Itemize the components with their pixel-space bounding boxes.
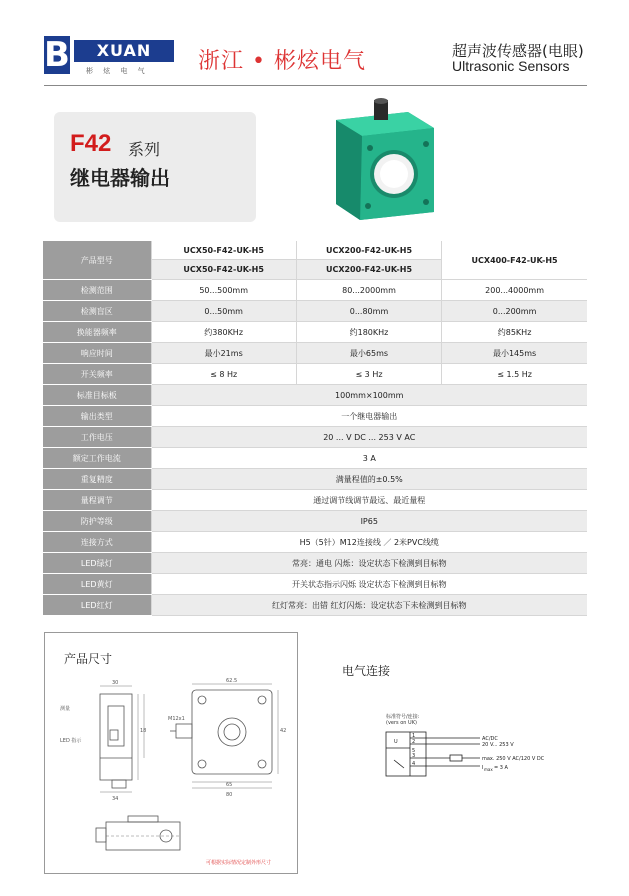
logo-letter: B xyxy=(44,35,70,75)
spec-value: 最小21ms xyxy=(151,343,296,364)
spec-value: ≤ 8 Hz xyxy=(151,364,296,385)
drawing-note: 可根据实际情况定制外形尺寸 xyxy=(206,860,272,866)
spec-label: LED绿灯 xyxy=(43,553,151,574)
dim-label: 30 xyxy=(112,680,119,686)
spec-table xyxy=(43,241,587,616)
u-symbol: U xyxy=(394,739,398,745)
spec-value: 红灯常亮：出错 红灯闪烁：设定状态下未检测到目标物 xyxy=(151,595,587,616)
spec-value: 50...500mm xyxy=(151,280,296,301)
brand-name: 浙江 • 彬炫电气 xyxy=(198,49,366,74)
spec-label: 响应时间 xyxy=(43,343,151,364)
wire-label: I xyxy=(482,765,484,771)
wire-label: AC/DC xyxy=(482,736,498,742)
spec-value: 约380KHz xyxy=(151,322,296,343)
pin-label: 4 xyxy=(412,761,416,767)
electrical-title: 电气连接 xyxy=(342,664,391,678)
spec-label: 输出类型 xyxy=(43,406,151,427)
label-measure: 测量 xyxy=(60,706,71,712)
dimension-drawing xyxy=(56,672,292,858)
model-cell: UCX50-F42-UK-H5 xyxy=(151,260,296,280)
dim-label: 42 xyxy=(280,728,287,734)
dim-label: 65 xyxy=(226,782,233,788)
spec-value: 3 A xyxy=(151,448,587,469)
spec-label: 检测范围 xyxy=(43,280,151,301)
spec-label: 工作电压 xyxy=(43,427,151,448)
spec-value: 一个继电器输出 xyxy=(151,406,587,427)
page-title-en: Ultrasonic Sensors xyxy=(452,58,570,74)
symbol-label: 标准符号/连接: xyxy=(386,714,420,720)
pin-label: 1 xyxy=(412,733,416,739)
spec-value: 0...50mm xyxy=(151,301,296,322)
spec-value: 20 ... V DC ... 253 V AC xyxy=(151,427,587,448)
model-cell: UCX200-F42-UK-H5 xyxy=(296,260,441,280)
spec-value: 100mm×100mm xyxy=(151,385,587,406)
wire-label: 20 V... 253 V xyxy=(482,742,514,748)
spec-value: 常亮：通电 闪烁：设定状态下检测到目标物 xyxy=(151,553,587,574)
spec-value: 通过调节线调节最远、最近量程 xyxy=(151,490,587,511)
spec-value: 0...200mm xyxy=(442,301,587,322)
pin-label: 5 xyxy=(412,748,416,754)
spec-label: 标准目标板 xyxy=(43,385,151,406)
wire-label: max xyxy=(484,767,493,772)
model-cell: UCX400-F42-UK-H5 xyxy=(442,241,587,280)
spec-label: 量程调节 xyxy=(43,490,151,511)
logo-word: XUAN xyxy=(74,40,174,62)
pin-label: 2 xyxy=(412,739,416,745)
dim-label: 18 xyxy=(140,728,147,734)
spec-label: 检测盲区 xyxy=(43,301,151,322)
spec-label-model: 产品型号 xyxy=(43,241,151,280)
header-divider xyxy=(44,85,587,86)
page-title-cn: 超声波传感器(电眼) xyxy=(452,42,584,60)
spec-value: ≤ 3 Hz xyxy=(296,364,441,385)
logo-subtitle: 彬 炫 电 气 xyxy=(86,67,149,75)
wire-label: = 3 A xyxy=(494,765,508,771)
spec-label: 重复精度 xyxy=(43,469,151,490)
spec-value: ≤ 1.5 Hz xyxy=(442,364,587,385)
wire-label: max. 250 V AC/120 V DC xyxy=(482,756,545,762)
spec-value: 200...4000mm xyxy=(442,280,587,301)
spec-label: 连接方式 xyxy=(43,532,151,553)
spec-label: 开关频率 xyxy=(43,364,151,385)
model-cell: UCX200-F42-UK-H5 xyxy=(296,241,441,260)
symbol-sublabel: (vers on UK) xyxy=(386,720,417,726)
spec-label: 换能器频率 xyxy=(43,322,151,343)
spec-label: LED黄灯 xyxy=(43,574,151,595)
wiring-diagram xyxy=(380,712,580,782)
spec-value: 满量程值的±0.5% xyxy=(151,469,587,490)
spec-value: IP65 xyxy=(151,511,587,532)
dim-label: 34 xyxy=(112,796,119,802)
sensor-product-image xyxy=(330,94,440,222)
label-led: LED 指示 xyxy=(60,738,82,744)
spec-value: 最小145ms xyxy=(442,343,587,364)
spec-value: 约180KHz xyxy=(296,322,441,343)
spec-value: 开关状态指示闪烁 设定状态下检测到目标物 xyxy=(151,574,587,595)
spec-label: LED红灯 xyxy=(43,595,151,616)
spec-value: H5（5针）M12连接线 ／ 2米PVC线缆 xyxy=(151,532,587,553)
dim-label: 62.5 xyxy=(226,678,238,684)
model-cell: UCX50-F42-UK-H5 xyxy=(151,241,296,260)
pin-label: 3 xyxy=(412,753,416,759)
spec-value: 最小65ms xyxy=(296,343,441,364)
spec-value: 约85KHz xyxy=(442,322,587,343)
spec-value: 0...80mm xyxy=(296,301,441,322)
series-code: F42 xyxy=(70,130,112,157)
spec-label: 额定工作电流 xyxy=(43,448,151,469)
dim-label: M12x1 xyxy=(168,716,185,722)
spec-value: 80...2000mm xyxy=(296,280,441,301)
series-subtitle: 继电器输出 xyxy=(70,166,170,190)
spec-label: 防护等级 xyxy=(43,511,151,532)
series-word: 系列 xyxy=(128,140,161,159)
dim-label: 80 xyxy=(226,792,233,798)
dimension-title: 产品尺寸 xyxy=(64,652,113,666)
